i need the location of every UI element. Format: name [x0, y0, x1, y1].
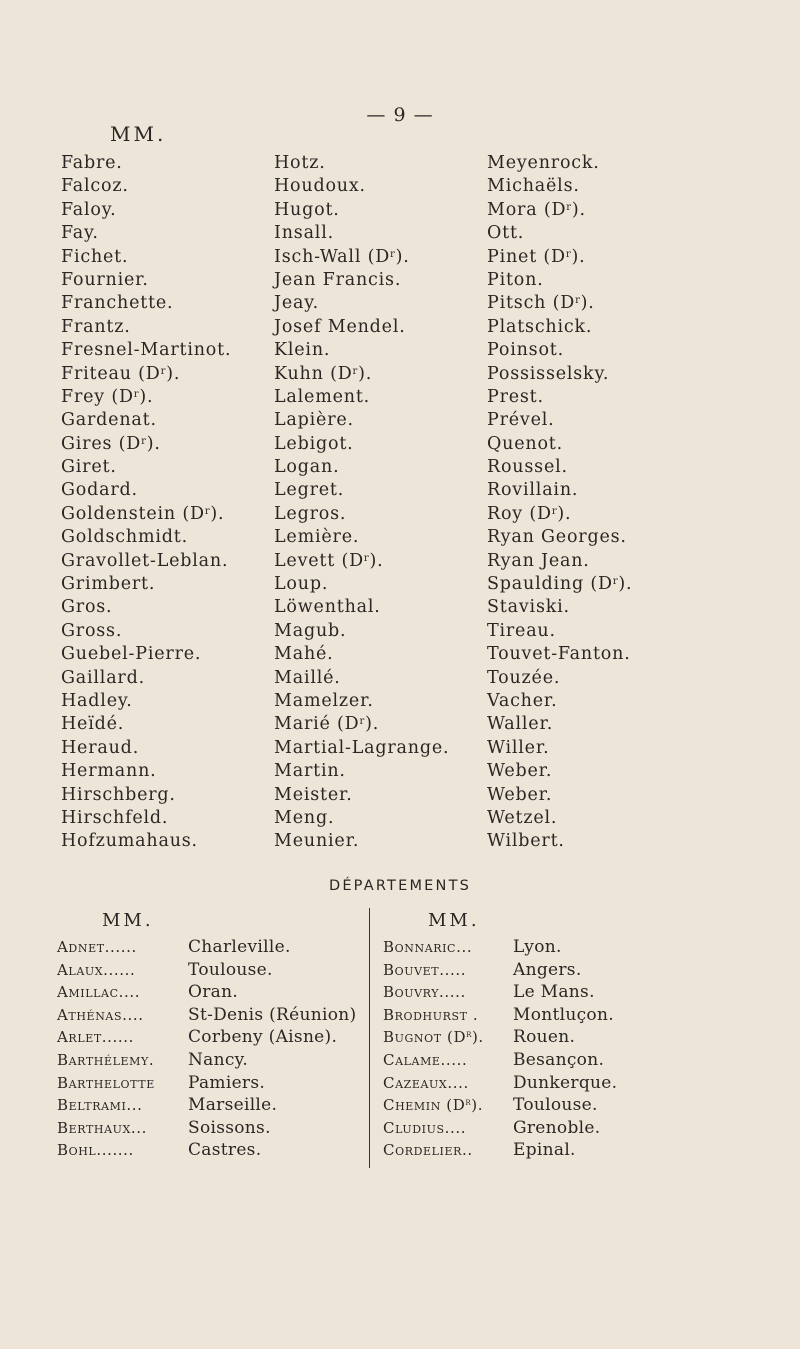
departement-entry: [57, 1004, 356, 1027]
departement-entry: [383, 981, 617, 1004]
member-town: Angers.: [513, 959, 582, 980]
name-entry: Platschick.: [487, 316, 593, 337]
departements-left-heading: MM.: [102, 910, 154, 931]
name-entry: Legros.: [274, 503, 347, 524]
name-entry: Mamelzer.: [274, 690, 374, 711]
member-town: Marseille.: [188, 1095, 278, 1116]
name-entry: Ryan Jean.: [487, 550, 590, 571]
member-name: Brodhurst .: [383, 1005, 479, 1024]
name-entry: Hotz.: [274, 153, 326, 173]
departement-entry: [383, 1072, 617, 1095]
name-entry: Pinet $(D^r)$.: [487, 246, 586, 267]
name-entry: Wetzel.: [487, 807, 558, 828]
name-entry: Willer.: [487, 737, 550, 758]
name-entry: Hirschfeld.: [61, 807, 169, 828]
member-name: Arlet......: [57, 1028, 134, 1047]
name-entry: Magub.: [274, 620, 347, 641]
departements-right-list: [383, 936, 617, 1162]
departements-title: DÉPARTEMENTS: [328, 878, 472, 894]
member-town: St-Denis (Réunion): [188, 1004, 357, 1025]
name-entry: Insall.: [274, 223, 334, 244]
name-entry: Houdoux.: [274, 176, 366, 197]
name-entry: Fay.: [61, 223, 99, 244]
member-name: Bohl.......: [57, 1141, 134, 1160]
name-entry: Klein.: [274, 340, 331, 361]
name-entry: Prest.: [487, 386, 544, 407]
name-entry: Roy $(D^r)$.: [487, 503, 572, 524]
name-entry: Gros.: [61, 597, 113, 618]
name-entry: Weber.: [487, 761, 553, 782]
name-entry: Logan.: [274, 457, 340, 478]
name-entry: Giret.: [61, 457, 117, 478]
member-town: Castres.: [188, 1140, 262, 1161]
member-name: Chemin $(D^r)$.: [383, 1096, 484, 1115]
name-entry: Michaëls.: [487, 176, 580, 197]
name-entry: Hugot.: [274, 199, 340, 220]
member-town: Rouen.: [513, 1027, 576, 1048]
departement-entry: [57, 981, 356, 1004]
name-entry: Martin.: [274, 761, 346, 782]
member-town: Corbeny (Aisne).: [188, 1027, 338, 1048]
member-name: Bouvry.....: [383, 983, 466, 1002]
name-entry: Ott.: [487, 223, 525, 244]
member-name: Cordelier..: [383, 1141, 473, 1160]
departement-entry: [383, 959, 617, 982]
member-name: Berthaux...: [57, 1118, 148, 1137]
member-name: Barthélemy.: [57, 1050, 155, 1069]
name-entry: Piton.: [487, 269, 544, 290]
name-entry: Touvet-Fanton.: [487, 644, 631, 665]
member-town: Toulouse.: [188, 959, 273, 980]
name-entry: Hadley.: [61, 690, 133, 711]
name-entry: Faloy.: [61, 199, 117, 220]
name-entry: Mahé.: [274, 644, 334, 665]
name-column-3: [487, 152, 632, 854]
name-entry: Gaillard.: [61, 667, 145, 688]
name-entry: Mora $(D^r)$.: [487, 199, 586, 220]
name-entry: Frantz.: [61, 316, 131, 337]
name-entry: Fabre.: [61, 153, 123, 173]
departement-entry: [383, 1026, 617, 1049]
name-entry: Roussel.: [487, 457, 568, 478]
member-name: Adnet......: [57, 938, 137, 956]
name-entry: Possisselsky.: [487, 363, 610, 384]
column-divider: [369, 908, 370, 1168]
departement-entry: [383, 936, 617, 959]
name-entry: Poinsot.: [487, 340, 564, 361]
name-entry: Vacher.: [487, 690, 558, 711]
name-entry: Fournier.: [61, 269, 149, 290]
name-entry: Rovillain.: [487, 480, 579, 501]
name-entry: Lapière.: [274, 410, 354, 431]
departements-left-list: [57, 936, 356, 1162]
name-entry: Jean Francis.: [274, 269, 402, 290]
name-entry: Frey $(D^r)$.: [61, 386, 154, 407]
member-town: Charleville.: [188, 937, 291, 957]
member-town: Le Mans.: [513, 982, 595, 1003]
name-entry: Löwenthal.: [274, 597, 381, 618]
member-town: Epinal.: [513, 1140, 576, 1161]
departement-entry: [57, 1094, 356, 1117]
name-entry: Lebigot.: [274, 433, 354, 454]
member-town: Oran.: [188, 982, 239, 1003]
departement-entry: [57, 1072, 356, 1095]
name-entry: Pitsch $(D^r)$.: [487, 293, 595, 314]
name-entry: Legret.: [274, 480, 345, 501]
departement-entry: [57, 1049, 356, 1072]
name-entry: Weber.: [487, 784, 553, 805]
name-entry: Maillé.: [274, 667, 341, 688]
name-entry: Tireau.: [487, 620, 556, 641]
name-entry: Heïdé.: [61, 714, 125, 735]
name-entry: Hirschberg.: [61, 784, 176, 805]
member-name: Cazeaux....: [383, 1073, 469, 1092]
member-town: Grenoble.: [513, 1117, 601, 1138]
member-town: Dunkerque.: [513, 1072, 618, 1093]
name-entry: Isch-Wall $(D^r)$.: [274, 246, 410, 267]
name-entry: Gardenat.: [61, 410, 157, 431]
name-entry: Quenot.: [487, 433, 563, 454]
name-entry: Falcoz.: [61, 176, 129, 197]
member-name: Amillac....: [57, 983, 141, 1002]
name-entry: Meunier.: [274, 831, 360, 852]
departement-entry: [57, 1026, 356, 1049]
name-entry: Jeay.: [274, 293, 319, 314]
name-entry: Gross.: [61, 620, 123, 641]
member-name: Barthelotte: [57, 1073, 155, 1092]
name-entry: Heraud.: [61, 737, 140, 758]
departements-right-heading: MM.: [428, 910, 480, 931]
name-entry: Spaulding $(D^r)$.: [487, 574, 633, 595]
name-entry: Levett $(D^r)$.: [274, 550, 384, 571]
name-entry: Meng.: [274, 807, 335, 828]
member-town: Lyon.: [513, 937, 562, 957]
member-name: Bugnot $(D^r)$.: [383, 1028, 484, 1047]
name-entry: Fichet.: [61, 246, 129, 267]
departement-entry: [57, 936, 356, 959]
name-entry: Staviski.: [487, 597, 570, 618]
name-entry: Grimbert.: [61, 574, 156, 595]
top-heading: MM.: [110, 122, 167, 146]
departement-entry: [383, 1117, 617, 1140]
name-entry: Goldschmidt.: [61, 527, 188, 548]
name-entry: Martial-Lagrange.: [274, 737, 450, 758]
name-entry: Lemière.: [274, 527, 360, 548]
member-name: Alaux......: [57, 960, 136, 979]
departement-entry: [383, 1004, 617, 1027]
name-entry: Prével.: [487, 410, 555, 431]
name-entry: Touzée.: [487, 667, 561, 688]
member-name: Cludius....: [383, 1118, 467, 1137]
name-entry: Kuhn $(D^r)$.: [274, 363, 373, 384]
name-entry: Fresnel-Martinot.: [61, 340, 232, 361]
name-entry: Hofzumahaus.: [61, 831, 198, 852]
member-town: Toulouse.: [513, 1095, 598, 1116]
name-entry: Goldenstein $(D^r)$.: [61, 503, 225, 524]
name-entry: Waller.: [487, 714, 554, 735]
departement-entry: [383, 1094, 617, 1117]
name-entry: Guebel-Pierre.: [61, 644, 202, 665]
name-entry: Loup.: [274, 574, 329, 595]
departement-entry: [57, 1117, 356, 1140]
member-town: Soissons.: [188, 1117, 271, 1138]
name-entry: Wilbert.: [487, 831, 565, 852]
name-entry: Godard.: [61, 480, 138, 501]
member-name: Calame.....: [383, 1050, 468, 1069]
name-column-2: [274, 152, 449, 854]
departement-entry: [57, 959, 356, 982]
member-name: Bouvet.....: [383, 960, 467, 979]
name-column-1: [61, 152, 231, 854]
member-town: Nancy.: [188, 1049, 249, 1070]
name-entry: Marié $(D^r)$.: [274, 714, 380, 735]
member-town: Pamiers.: [188, 1072, 266, 1093]
name-entry: Meyenrock.: [487, 153, 600, 173]
member-town: Montluçon.: [513, 1004, 614, 1025]
name-entry: Gires $(D^r)$.: [61, 433, 161, 454]
member-name: Athénas....: [57, 1005, 144, 1024]
name-entry: Gravollet-Leblan.: [61, 550, 229, 571]
member-name: Bonnaric...: [383, 938, 473, 956]
name-entry: Ryan Georges.: [487, 527, 627, 548]
member-town: Besançon.: [513, 1049, 605, 1070]
name-entry: Josef Mendel.: [274, 316, 406, 337]
departement-entry: [383, 1139, 617, 1162]
departement-entry: [383, 1049, 617, 1072]
name-entry: Friteau $(D^r)$.: [61, 363, 181, 384]
member-name: Beltrami...: [57, 1096, 143, 1115]
name-entry: Lalement.: [274, 386, 371, 407]
name-entry: Meister.: [274, 784, 353, 805]
name-entry: Franchette.: [61, 293, 174, 314]
departement-entry: [57, 1139, 356, 1162]
name-entry: Hermann.: [61, 761, 157, 782]
page-number: — 9 —: [366, 104, 434, 126]
